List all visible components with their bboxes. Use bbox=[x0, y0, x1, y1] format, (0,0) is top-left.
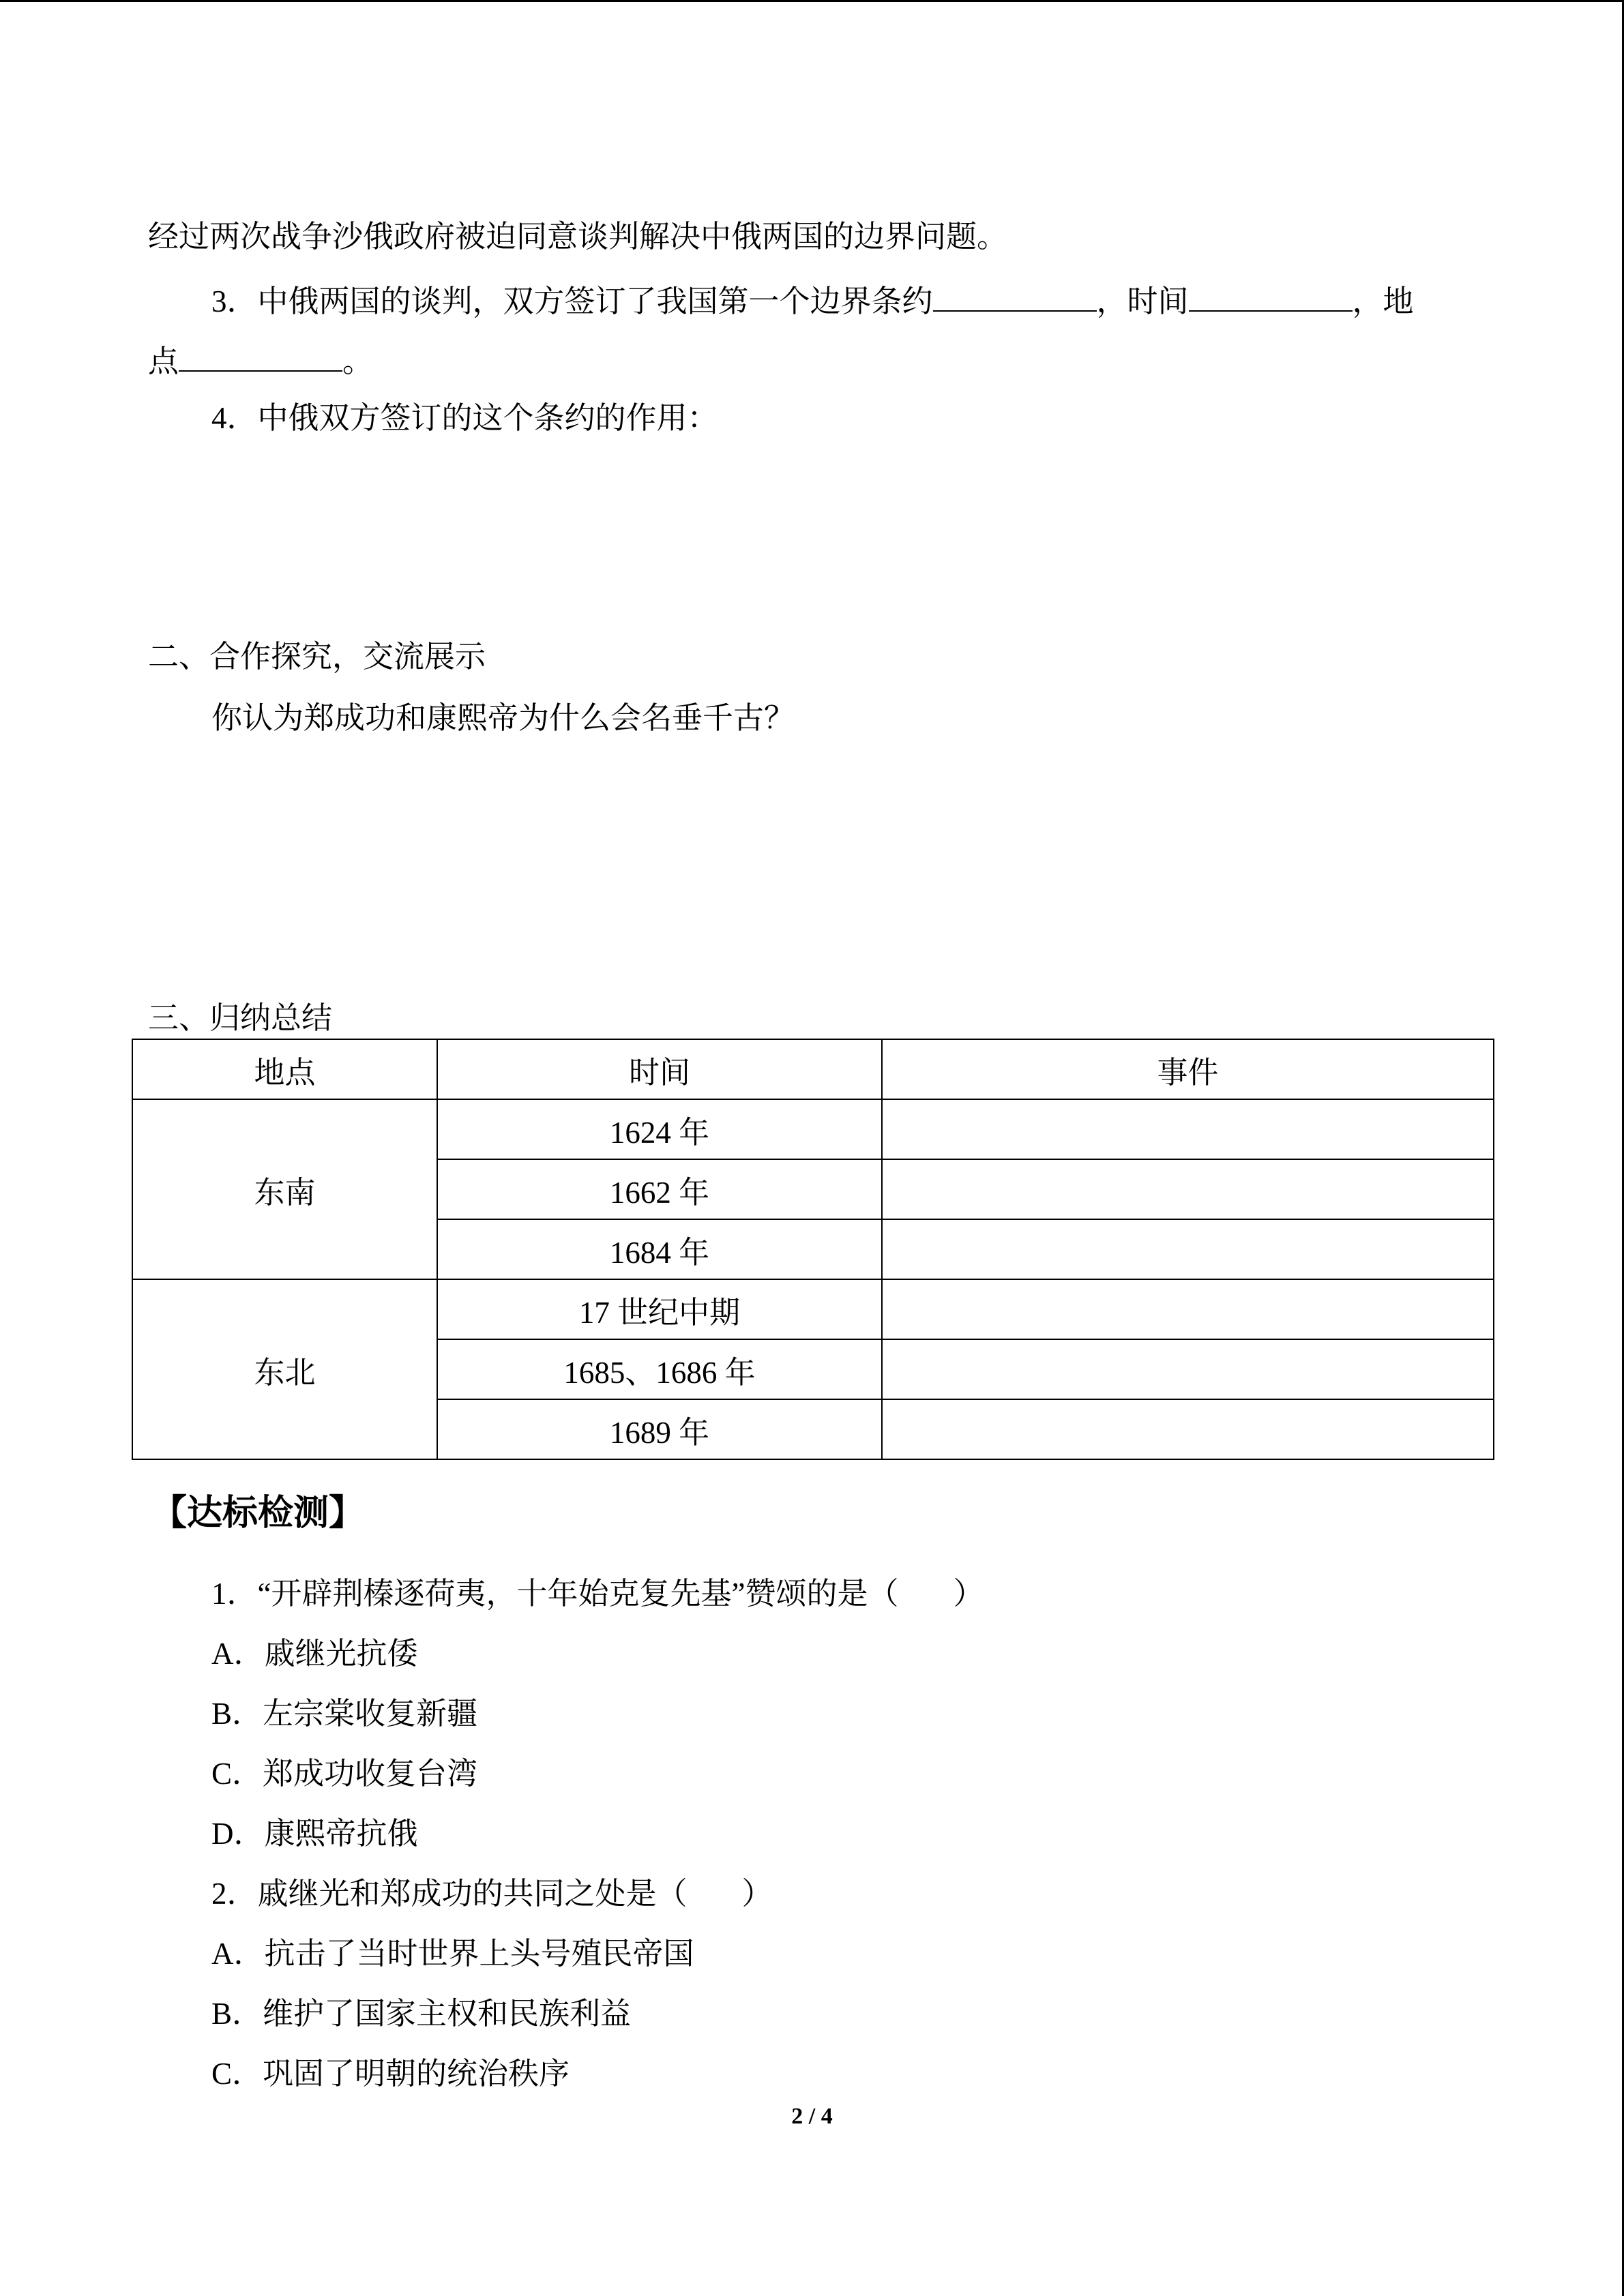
quiz-q2-option-b[interactable]: B．维护了国家主权和民族利益 bbox=[211, 1997, 632, 2031]
place-cell-northeast: 东北 bbox=[132, 1279, 437, 1459]
event-cell[interactable] bbox=[882, 1159, 1494, 1219]
treaty-place-blank[interactable] bbox=[179, 339, 342, 372]
summary-table bbox=[132, 1039, 1494, 1460]
header-time: 时间 bbox=[437, 1039, 882, 1099]
quiz-question-2-text: 2．戚继光和郑成功的共同之处是（ bbox=[211, 1877, 688, 1911]
event-cell[interactable] bbox=[882, 1339, 1494, 1399]
table-header-row bbox=[132, 1039, 1494, 1099]
section-2-title: 二、合作探究，交流展示 bbox=[148, 640, 486, 674]
table-row bbox=[132, 1279, 1494, 1339]
table-row bbox=[132, 1099, 1494, 1159]
treaty-name-blank[interactable] bbox=[933, 279, 1097, 312]
header-place: 地点 bbox=[132, 1039, 437, 1099]
event-cell[interactable] bbox=[882, 1399, 1494, 1459]
quiz-q1-option-b[interactable]: B．左宗棠收复新疆 bbox=[211, 1697, 478, 1731]
header-event: 事件 bbox=[882, 1039, 1494, 1099]
continuation-line: 经过两次战争沙俄政府被迫同意谈判解决中俄两国的边界问题。 bbox=[148, 220, 1008, 254]
question-3-end: 。 bbox=[342, 344, 374, 378]
section-2-question: 你认为郑成功和康熙帝为什么会名垂千古？ bbox=[211, 701, 795, 735]
quiz-question-2-close: ） bbox=[741, 1877, 773, 1911]
question-4-line: 4．中俄双方签订的这个条约的作用： bbox=[211, 401, 718, 435]
quiz-q1-option-d[interactable]: D．康熙帝抗俄 bbox=[211, 1817, 418, 1851]
quiz-question-2 bbox=[211, 1875, 773, 1913]
question-3-time-label: ，时间 bbox=[1096, 284, 1189, 318]
quiz-question-1-close: ） bbox=[953, 1577, 984, 1611]
time-cell: 1662 年 bbox=[437, 1159, 882, 1219]
time-cell: 17 世纪中期 bbox=[437, 1279, 882, 1339]
question-3-text: 3．中俄两国的谈判，双方签订了我国第一个边界条约 bbox=[211, 284, 933, 318]
place-cell-southeast: 东南 bbox=[132, 1099, 437, 1279]
time-cell: 1624 年 bbox=[437, 1099, 882, 1159]
quiz-question-1 bbox=[211, 1575, 984, 1613]
treaty-time-blank[interactable] bbox=[1189, 279, 1353, 312]
quiz-q2-option-a[interactable]: A．抗击了当时世界上头号殖民帝国 bbox=[211, 1937, 694, 1971]
quiz-q1-option-a[interactable]: A．戚继光抗倭 bbox=[211, 1637, 418, 1671]
quiz-question-1-text: 1．“开辟荆榛逐荷夷，十年始克复先基”赞颂的是（ bbox=[211, 1577, 899, 1611]
quiz-q2-option-c[interactable]: C．巩固了明朝的统治秩序 bbox=[211, 2057, 570, 2091]
section-3-title: 三、归纳总结 bbox=[148, 1001, 333, 1035]
question-3-place-label: ，地 bbox=[1352, 284, 1414, 318]
time-cell: 1689 年 bbox=[437, 1399, 882, 1459]
question-3-line bbox=[211, 279, 1414, 320]
question-3-place-label-cont: 点 bbox=[148, 344, 179, 378]
event-cell[interactable] bbox=[882, 1219, 1494, 1279]
quiz-q1-option-c[interactable]: C．郑成功收复台湾 bbox=[211, 1757, 478, 1791]
event-cell[interactable] bbox=[882, 1099, 1494, 1159]
event-cell[interactable] bbox=[882, 1279, 1494, 1339]
page-number: 2 / 4 bbox=[791, 2104, 833, 2129]
time-cell: 1684 年 bbox=[437, 1219, 882, 1279]
question-3-line-2 bbox=[148, 339, 373, 381]
time-cell: 1685、1686 年 bbox=[437, 1339, 882, 1399]
quiz-title: 【达标检测】 bbox=[151, 1493, 365, 1534]
